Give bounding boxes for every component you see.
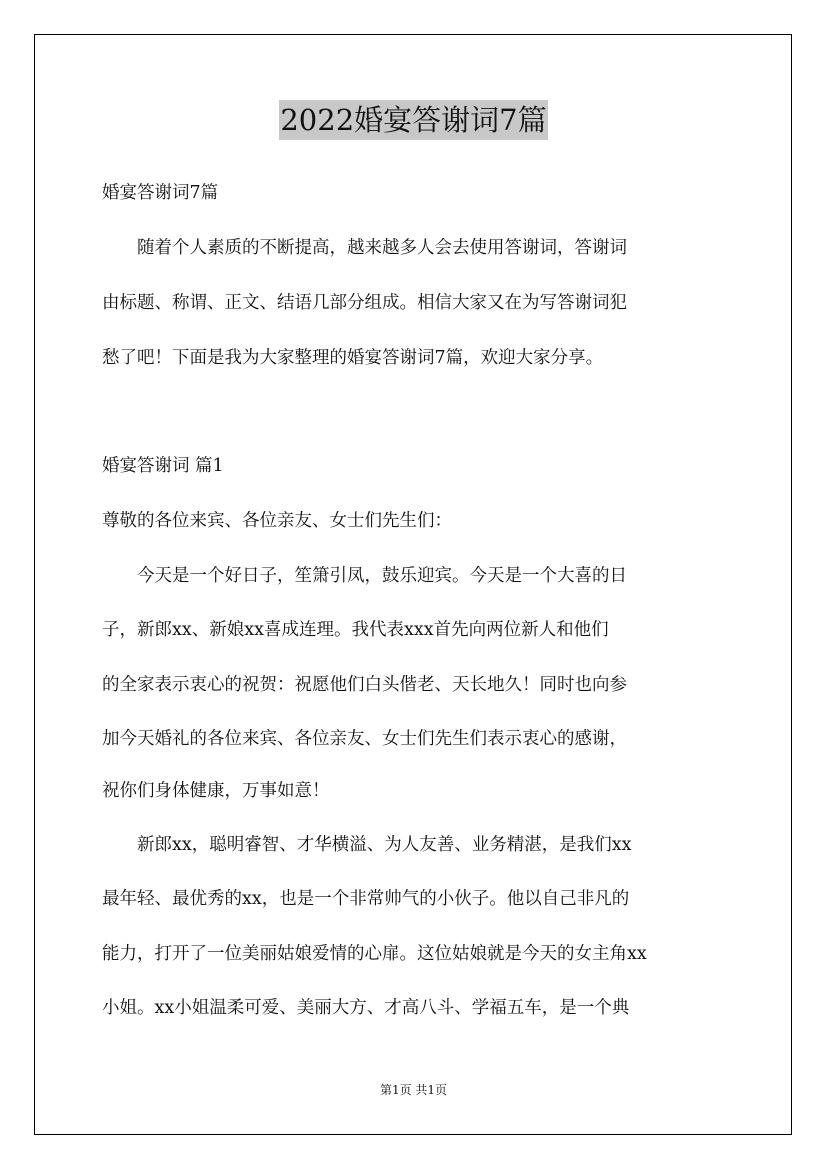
body-line: 子，新郎xx、新娘xx喜成连理。我代表xxx首先向两位新人和他们	[102, 620, 609, 640]
body-line: 最年轻、最优秀的xx，也是一个非常帅气的小伙子。他以自己非凡的	[102, 889, 630, 909]
body-line: 随着个人素质的不断提高，越来越多人会去使用答谢词，答谢词	[102, 238, 627, 258]
body-line: 由标题、称谓、正文、结语几部分组成。相信大家又在为写答谢词犯	[102, 293, 627, 313]
body-line: 的全家表示衷心的祝贺：祝愿他们白头偕老、天长地久！同时也向参	[102, 675, 627, 695]
page-footer: 第1页 共1页	[379, 1083, 448, 1097]
document-title: 2022婚宴答谢词7篇	[279, 100, 547, 140]
subtitle-line: 婚宴答谢词7篇	[102, 183, 219, 203]
body-line: 加今天婚礼的各位来宾、各位亲友、女士们先生们表示衷心的感谢，	[102, 729, 627, 749]
body-line: 愁了吧！下面是我为大家整理的婚宴答谢词7篇，欢迎大家分享。	[102, 348, 604, 368]
body-line: 今天是一个好日子，笙箫引凤，鼓乐迎宾。今天是一个大喜的日	[102, 566, 627, 586]
body-line: 新郎xx，聪明睿智、才华横溢、为人友善、业务精湛，是我们xx	[102, 835, 632, 855]
section-heading: 婚宴答谢词 篇1	[102, 456, 224, 476]
title-container	[0, 100, 827, 140]
body-line: 小姐。xx小姐温柔可爱、美丽大方、才高八斗、学福五车，是一个典	[102, 998, 630, 1018]
body-line: 祝你们身体健康，万事如意！	[102, 781, 330, 801]
body-line: 能力，打开了一位美丽姑娘爱情的心扉。这位姑娘就是今天的女主角xx	[102, 944, 647, 964]
salutation-line: 尊敬的各位来宾、各位亲友、女士们先生们：	[102, 511, 452, 531]
